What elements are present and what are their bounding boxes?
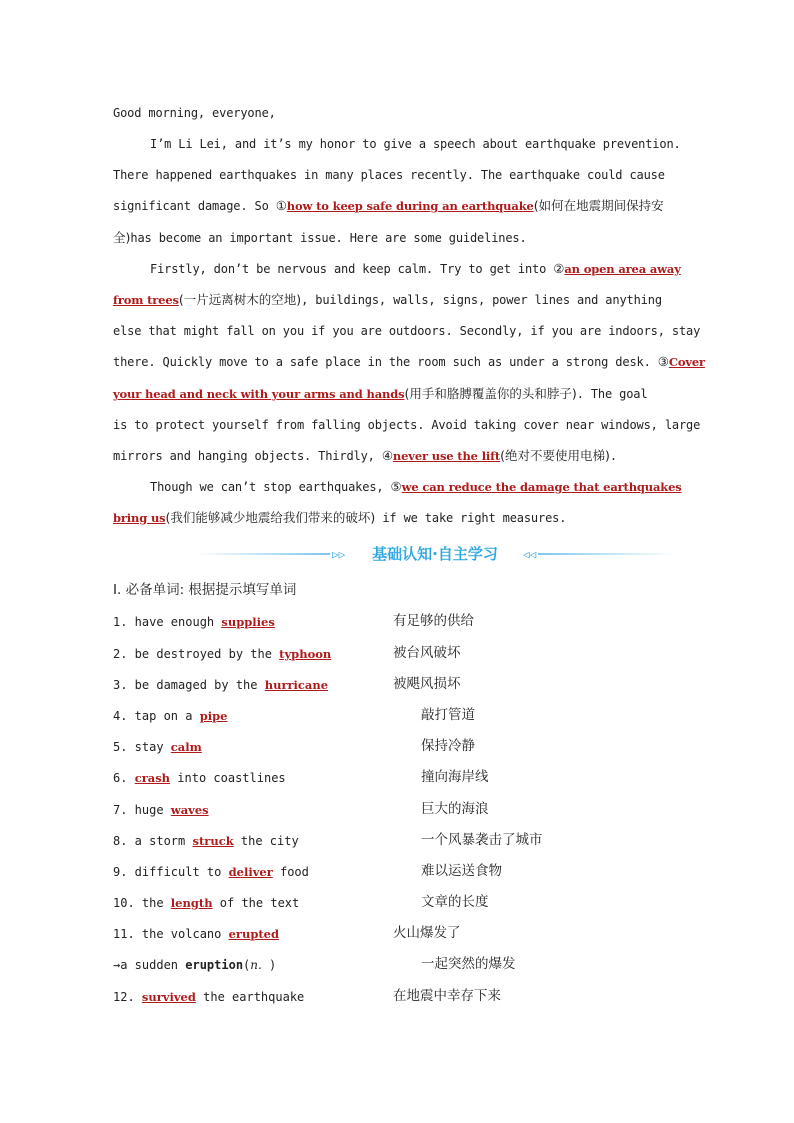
speech-line: Firstly, don’t be nervous and keep calm. Try to get into ②an open area away [150, 261, 681, 276]
speech-line: There happened earthquakes in many places recently. The earthquake could cause [113, 168, 665, 182]
answer-word: calm [170, 740, 202, 754]
vocab-translation: 文章的长度 [421, 894, 489, 910]
speech-line: else that might fall on you if you are outdoors. Secondly, if you are indoors, stay [113, 324, 701, 338]
answer-blank-2-cont: from trees [113, 293, 179, 307]
vocab-item: 8. a storm struck the city [113, 834, 299, 848]
vocab-translation: 被飓风损坏 [393, 676, 461, 692]
speech-line: significant damage. So ①how to keep safe during an earthquake(如何在地震期间保持安 [113, 198, 664, 213]
speech-line: your head and neck with your arms and hands(用手和胳膊覆盖你的头和脖子). The goal [113, 386, 648, 401]
blank-number: ④ [381, 448, 393, 463]
banner-left-line [195, 553, 330, 555]
answer-word: deliver [228, 865, 273, 879]
greeting: Good morning, everyone, [113, 106, 276, 120]
vocab-translation: 有足够的供给 [393, 613, 474, 629]
speech-line: I’m Li Lei, and it’s my honor to give a speech about earthquake prevention. [150, 137, 681, 151]
blank-number: ⑤ [390, 479, 402, 494]
answer-word: pipe [199, 709, 228, 723]
answer-blank-4: never use the lift [392, 449, 501, 463]
double-chevron-left-icon: ◁◁ [523, 548, 537, 561]
vocab-item: 1. have enough supplies [113, 615, 275, 629]
answer-blank-5-cont: bring us [113, 511, 166, 525]
banner-right-line [538, 553, 673, 555]
section-title: Ⅰ. 必备单词: 根据提示填写单词 [113, 582, 297, 598]
blank-number: ① [275, 198, 287, 213]
answer-blank-3: Cover [668, 355, 705, 369]
vocab-translation: 被台风破坏 [393, 645, 461, 661]
vocab-item: 7. huge waves [113, 803, 209, 817]
vocab-translation: 一个风暴袭击了城市 [421, 832, 543, 848]
answer-word: crash [134, 771, 171, 785]
vocab-translation: 保持冷静 [421, 738, 475, 754]
vocab-item: →a sudden eruption(n. ) [113, 958, 277, 972]
speech-line: bring us(我们能够减少地震给我们带来的破坏) if we take right measures. [113, 510, 567, 525]
answer-blank-5: we can reduce the damage that earthquakes [401, 480, 682, 494]
vocab-item: 2. be destroyed by the typhoon [113, 647, 332, 661]
vocab-item: 9. difficult to deliver food [113, 865, 309, 879]
vocab-item: 3. be damaged by the hurricane [113, 678, 329, 692]
answer-word: erupted [228, 927, 280, 941]
section-banner [195, 543, 673, 565]
banner-title: 基础认知·自主学习 [372, 545, 498, 563]
speech-line: Though we can’t stop earthquakes, ⑤we can reduce the damage that earthquakes [150, 479, 682, 494]
vocab-item: 12. survived the earthquake [113, 990, 305, 1004]
vocab-item: 5. stay calm [113, 740, 202, 754]
answer-word: typhoon [279, 647, 332, 661]
speech-line: there. Quickly move to a safe place in the room such as under a strong desk. ③Cover [113, 354, 705, 369]
answer-blank-1: how to keep safe during an earthquake [286, 199, 534, 213]
answer-word: survived [141, 990, 196, 1004]
double-chevron-right-icon: ▷▷ [332, 548, 346, 561]
answer-blank-3-cont: your head and neck with your arms and hands [113, 387, 405, 401]
vocab-translation: 在地震中幸存下来 [393, 988, 501, 1004]
vocab-item: 10. the length of the text [113, 896, 300, 910]
speech-line: is to protect yourself from falling objects. Avoid taking cover near windows, large [113, 418, 701, 432]
answer-word: waves [170, 803, 209, 817]
vocab-translation: 难以运送食物 [421, 863, 502, 879]
vocab-item: 6. crash into coastlines [113, 771, 286, 785]
blank-number: ② [553, 261, 565, 276]
vocab-item: 4. tap on a pipe [113, 709, 228, 723]
vocab-translation: 敲打管道 [421, 707, 475, 723]
speech-line: from trees(一片远离树木的空地), buildings, walls, signs, power lines and anything [113, 292, 662, 307]
answer-blank-2: an open area away [564, 262, 681, 276]
vocab-translation: 一起突然的爆发 [421, 956, 516, 972]
answer-word: supplies [221, 615, 275, 629]
answer-word: length [170, 896, 213, 910]
vocab-item: 11. the volcano erupted [113, 927, 280, 941]
blank-number: ③ [657, 354, 669, 369]
vocab-translation: 撞向海岸线 [421, 769, 489, 785]
answer-word: struck [192, 834, 234, 848]
derived-word: eruption [185, 958, 244, 972]
part-of-speech: n. [250, 958, 262, 972]
speech-line: 全)has become an important issue. Here are some guidelines. [113, 230, 527, 245]
speech-line: mirrors and hanging objects. Thirdly, ④never use the lift(绝对不要使用电梯). [113, 448, 617, 463]
answer-word: hurricane [264, 678, 329, 692]
vocab-translation: 火山爆发了 [393, 925, 461, 941]
vocab-translation: 巨大的海浪 [421, 801, 489, 817]
